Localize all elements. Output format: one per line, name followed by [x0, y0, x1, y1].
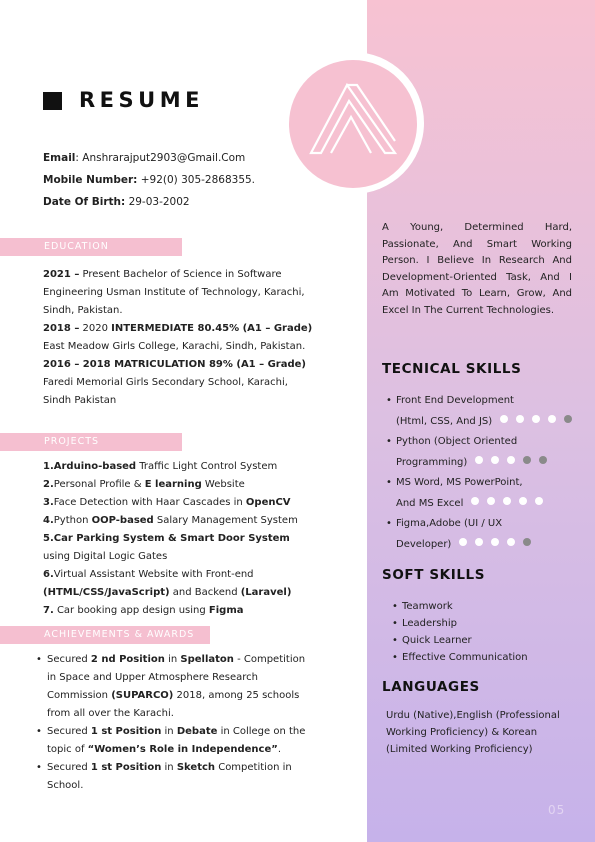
technical-skill-item: • Front End Development (Html, CSS, And JS) — [386, 391, 586, 432]
soft-skill-item: • Teamwork — [392, 598, 528, 615]
education-item: 2016 – 2018 MATRICULATION 89% (A1 – Grade) Faredi Memorial Girls Secondary School, Karachi, Sindh Pakistan — [43, 359, 306, 406]
triangle-a-logo-icon — [307, 79, 399, 157]
skill-rating — [459, 534, 539, 554]
skill-rating — [471, 493, 551, 513]
skill-rating — [475, 452, 555, 472]
rating-dot-filled — [475, 538, 483, 546]
rating-dot-filled — [491, 538, 499, 546]
rating-dot-filled — [507, 538, 515, 546]
rating-dot-filled — [491, 456, 499, 464]
email-value: : Anshrarajput2903@Gmail.Com — [75, 152, 246, 164]
project-item: 6.Virtual Assistant Website with Front-end — [43, 569, 254, 580]
mobile-label: Mobile Number: — [43, 174, 138, 186]
rating-dot-filled — [516, 415, 524, 423]
education-item: 2021 – Present Bachelor of Science in Software Engineering Usman Institute of Technology, Karachi, Sindh, Pakistan. — [43, 269, 305, 316]
project-item: 5.Car Parking System & Smart Door System — [43, 533, 290, 544]
achievement-item: • Secured 1 st Position in Sketch Competition in School. — [36, 759, 316, 795]
email-label: Email — [43, 152, 76, 164]
rating-dot-filled — [471, 497, 479, 505]
about-summary: A Young, Determined Hard, Passionate, And Smart Working Person. I Believe In Research And Development-Oriented Task, And I Am Motivated To Learn, Grow, And Excel In The Current Technologies. — [382, 222, 572, 316]
project-item-continued: (HTML/CSS/JavaScript) and Backend (Laravel) — [43, 587, 292, 598]
soft-skills-list — [392, 598, 528, 666]
rating-dot-filled — [503, 497, 511, 505]
page-title: RESUME — [79, 88, 204, 112]
rating-dot-empty — [523, 456, 531, 464]
soft-skill-item: • Quick Learner — [392, 632, 528, 649]
rating-dot-filled — [500, 415, 508, 423]
achievement-item: • Secured 1 st Position in Debate in College on the topic of “Women’s Role in Independence”. — [36, 723, 316, 759]
achievement-item: • Secured 2 nd Position in Spellaton - Competition in Space and Upper Atmosphere Research Commission (SUPARCO) 2018, among 25 schools from all over the Karachi. — [36, 651, 316, 723]
achievements-list — [36, 651, 316, 795]
projects-heading: PROJECTS — [0, 433, 182, 451]
project-item: 4.Python OOP-based Salary Management System — [43, 515, 298, 526]
rating-dot-filled — [507, 456, 515, 464]
rating-dot-filled — [535, 497, 543, 505]
soft-skills-heading: SOFT SKILLS — [382, 567, 486, 583]
technical-skill-item: • Figma,Adobe (UI / UX Developer) — [386, 514, 586, 555]
mobile-value: +92(0) 305-2868355. — [137, 174, 256, 186]
education-item: 2018 – 2020 INTERMEDIATE 80.45% (A1 – Grade) East Meadow Girls College, Karachi, Sindh, Pakistan. — [43, 323, 313, 352]
rating-dot-empty — [539, 456, 547, 464]
rating-dot-filled — [459, 538, 467, 546]
project-item: 2.Personal Profile & E learning Website — [43, 479, 245, 490]
technical-skill-item: • Python (Object Oriented Programming) — [386, 432, 586, 473]
technical-skills-list — [386, 391, 586, 555]
rating-dot-empty — [564, 415, 572, 423]
education-list — [43, 266, 313, 410]
rating-dot-filled — [475, 456, 483, 464]
email-line — [43, 152, 245, 164]
rating-dot-filled — [487, 497, 495, 505]
dob-line — [43, 196, 190, 208]
projects-list — [43, 458, 333, 620]
languages-heading: LANGUAGES — [382, 679, 480, 695]
languages-text: Urdu (Native),English (Professional Working Proficiency) & Korean (Limited Working Proficiency) — [386, 710, 560, 755]
skill-rating — [500, 411, 580, 431]
title-marker-block — [43, 92, 62, 110]
technical-skills-heading: TECNICAL SKILLS — [382, 361, 522, 377]
project-item: 7. Car booking app design using Figma — [43, 605, 244, 616]
project-item-continued: using Digital Logic Gates — [43, 551, 168, 562]
dob-value: 29-03-2002 — [125, 196, 190, 208]
rating-dot-filled — [519, 497, 527, 505]
achievements-heading: ACHIEVEMENTS & AWARDS — [0, 626, 210, 644]
soft-skill-item: • Effective Communication — [392, 649, 528, 666]
rating-dot-filled — [548, 415, 556, 423]
page-number: 05 — [548, 803, 566, 817]
rating-dot-empty — [523, 538, 531, 546]
dob-label: Date Of Birth: — [43, 196, 126, 208]
soft-skill-item: • Leadership — [392, 615, 528, 632]
project-item: 3.Face Detection with Haar Cascades in OpenCV — [43, 497, 291, 508]
education-heading: EDUCATION — [0, 238, 182, 256]
rating-dot-filled — [532, 415, 540, 423]
technical-skill-item: • MS Word, MS PowerPoint, And MS Excel — [386, 473, 586, 514]
mobile-line — [43, 174, 255, 186]
project-item: 1.Arduino-based Traffic Light Control System — [43, 461, 278, 472]
